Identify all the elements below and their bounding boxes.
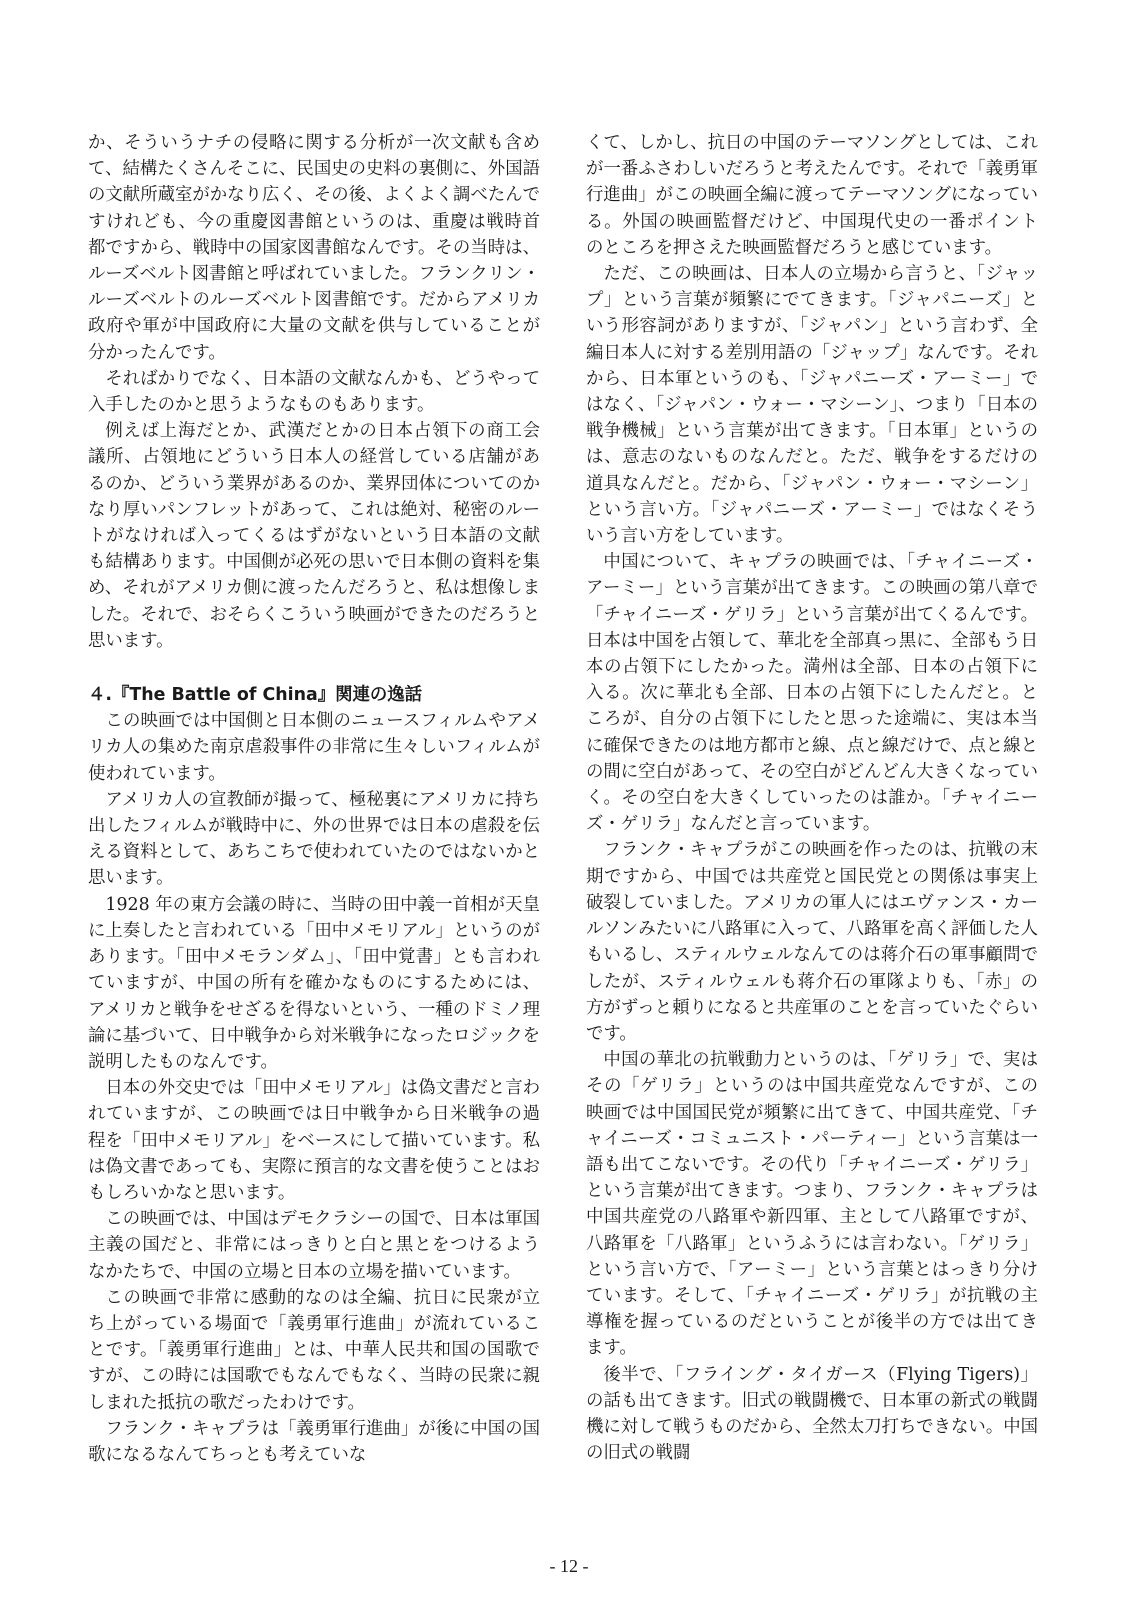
paragraph: 日本の外交史では「田中メモリアル」は偽文書だと言われていますが、この映画では日中戦争から日米戦争の過程を「田中メモリアル」をベースにして描いています。私は偽文書であっても、実際に預言的な文書を使うことはおもしろいかなと思います。 [88,1078,540,1203]
section-heading: ４.『The Battle of China』関連の逸話 [88,685,423,706]
page-number: - 12 - [549,1556,589,1576]
paragraph: フランク・キャプラがこの映画を作ったのは、抗戦の末期ですから、中国では共産党と国民党との関係は事実上破裂していました。アメリカの軍人にはエヴァンス・カールソンみたいに八路軍に入って、八路軍を高く評価した人もいるし、スティルウェルなんてのは蒋介石の軍事顧問でしたが、スティルウェルも蒋介石の軍隊よりも、「赤」の方がずっと頼りになると共産軍のことを言っていたぐらいです。 [586,840,1038,1044]
paragraph: 1928 年の東方会議の時に、当時の田中義一首相が天皇に上奏したと言われている「田中メモリアル」というのがあります。「田中メモランダム」、「田中覚書」とも言われていますが、中国の所有を確かなものにするためには、アメリカと戦争をせざるを得ないという、一種のドミノ理論に基づいて、日中戦争から対米戦争になったロジックを説明したものなんです。 [88,894,540,1072]
paragraph: くて、しかし、抗日の中国のテーマソングとしては、これが一番ふさわしいだろうと考えたんです。それで「義勇軍行進曲」がこの映画全編に渡ってテーマソングになっている。外国の映画監督だけど、中国現代史の一番ポイントのところを押さえた映画監督だろうと感じています。 [586,133,1038,258]
paragraph: 例えば上海だとか、武漢だとかの日本占領下の商工会議所、占領地にどういう日本人の経営している店舗があるのか、どういう業界があるのか、業界団体についてのかなり厚いパンフレットがあって、これは絶対、秘密のルートがなければ入ってくるはずがないという日本語の文献も結構あります。中国側が必死の思いで日本側の資料を集め、それがアメリカ側に渡ったんだろうと、私は想像しました。それで、おそらくこういう映画ができたのだろうと思います。 [88,421,540,651]
paragraph: この映画で非常に感動的なのは全編、抗日に民衆が立ち上がっている場面で「義勇軍行進曲」が流れていることです。「義勇軍行進曲」とは、中華人民共和国の国歌ですが、この時には国歌でもなんでもなく、当時の民衆に親しまれた抵抗の歌だったわけです。 [88,1287,540,1413]
paragraph: ただ、この映画は、日本人の立場から言うと、「ジャップ」という言葉が頻繁にでてきます。「ジャパニーズ」という形容詞がありますが、「ジャパン」という言わず、全編日本人に対する差別用語の「ジャップ」なんです。それから、日本軍というのも、「ジャパニーズ・アーミー」ではなく、「ジャパン・ウォー・マシーン」、つまり「日本の戦争機械」という言葉が出てきます。「日本軍」というのは、意志のないものなんだと。ただ、戦争をするだけの道具なんだと。だから、「ジャパン・ウォー・マシーン」という言い方。「ジャパニーズ・アーミー」ではなくそういう言い方をしています。 [586,264,1038,547]
paragraph: アメリカ人の宣教師が撮って、極秘裏にアメリカに持ち出したフィルムが戦時中に、外の世界では日本の虐殺を伝える資料として、あちこちで使われていたのではないかと思います。 [88,789,540,889]
paragraph: か、そういうナチの侵略に関する分析が一次文献も含めて、結構たくさんそこに、民国史の史料の裏側に、外国語の文献所蔵室がかなり広く、その後、よくよく調べたんですけれども、今の重慶図書館というのは、重慶は戦時首都ですから、戦時中の国家図書館なんです。その当時は、ルーズベルト図書館と呼ばれていました。フランクリン・ルーズベルトのルーズベルト図書館です。だからアメリカ政府や軍が中国政府に大量の文献を供与していることが分かったんです。 [88,133,540,363]
paragraph: フランク・キャプラは「義勇軍行進曲」が後に中国の国歌になるなんてちっとも考えていな [88,1418,540,1465]
right-column [586,130,1038,1466]
paragraph: 後半で、「フライング・タイガース（Flying Tigers)」の話も出てきます。旧式の戦闘機で、日本軍の新式の戦闘機に対して戦うものだから、全然太刀打ちできない。中国の旧式の戦闘 [586,1364,1038,1464]
left-column [88,130,540,1468]
paragraph: この映画では中国側と日本側のニュースフィルムやアメリカ人の集めた南京虐殺事件の非常に生々しいフィルムが使われています。 [88,711,540,784]
paragraph: 中国について、キャプラの映画では、「チャイニーズ・アーミー」という言葉が出てきます。この映画の第八章で「チャイニーズ・ゲリラ」という言葉が出てくるんです。日本は中国を占領して、華北を全部真っ黒に、全部もう日本の占領下にしたかった。満州は全部、日本の占領下に入る。次に華北も全部、日本の占領下にしたんだと。ところが、自分の占領下にしたと思った途端に、実は本当に確保できたのは地方都市と線、点と線だけで、点と線との間に空白があって、その空白がどんどん大きくなっていく。その空白を大きくしていったのは誰か。「チャイニーズ・ゲリラ」なんだと言っています。 [586,552,1038,835]
paragraph: 中国の華北の抗戦動力というのは、「ゲリラ」で、実はその「ゲリラ」というのは中国共産党なんですが、この映画では中国国民党が頻繁に出てきて、中国共産党、「チャイニーズ・コミュニスト・パーティー」という言葉は一語も出てこないです。その代り「チャイニーズ・ゲリラ」という言葉が出てきます。つまり、フランク・キャプラは中国共産党の八路軍や新四軍、主として八路軍ですが、八路軍を「八路軍」というふうには言わない。「ゲリラ」という言い方で、「アーミー」という言葉とはっきり分けています。そして、「チャイニーズ・ゲリラ」が抗戦の主導権を握っているのだということが後半の方では出てきます。 [586,1050,1038,1359]
paragraph: そればかりでなく、日本語の文献なんかも、どうやって入手したのかと思うようなものもあります。 [88,368,540,416]
paragraph: この映画では、中国はデモクラシーの国で、日本は軍国主義の国だと、非常にはっきりと白と黒とをつけるようなかたちで、中国の立場と日本の立場を描いています。 [88,1209,540,1282]
